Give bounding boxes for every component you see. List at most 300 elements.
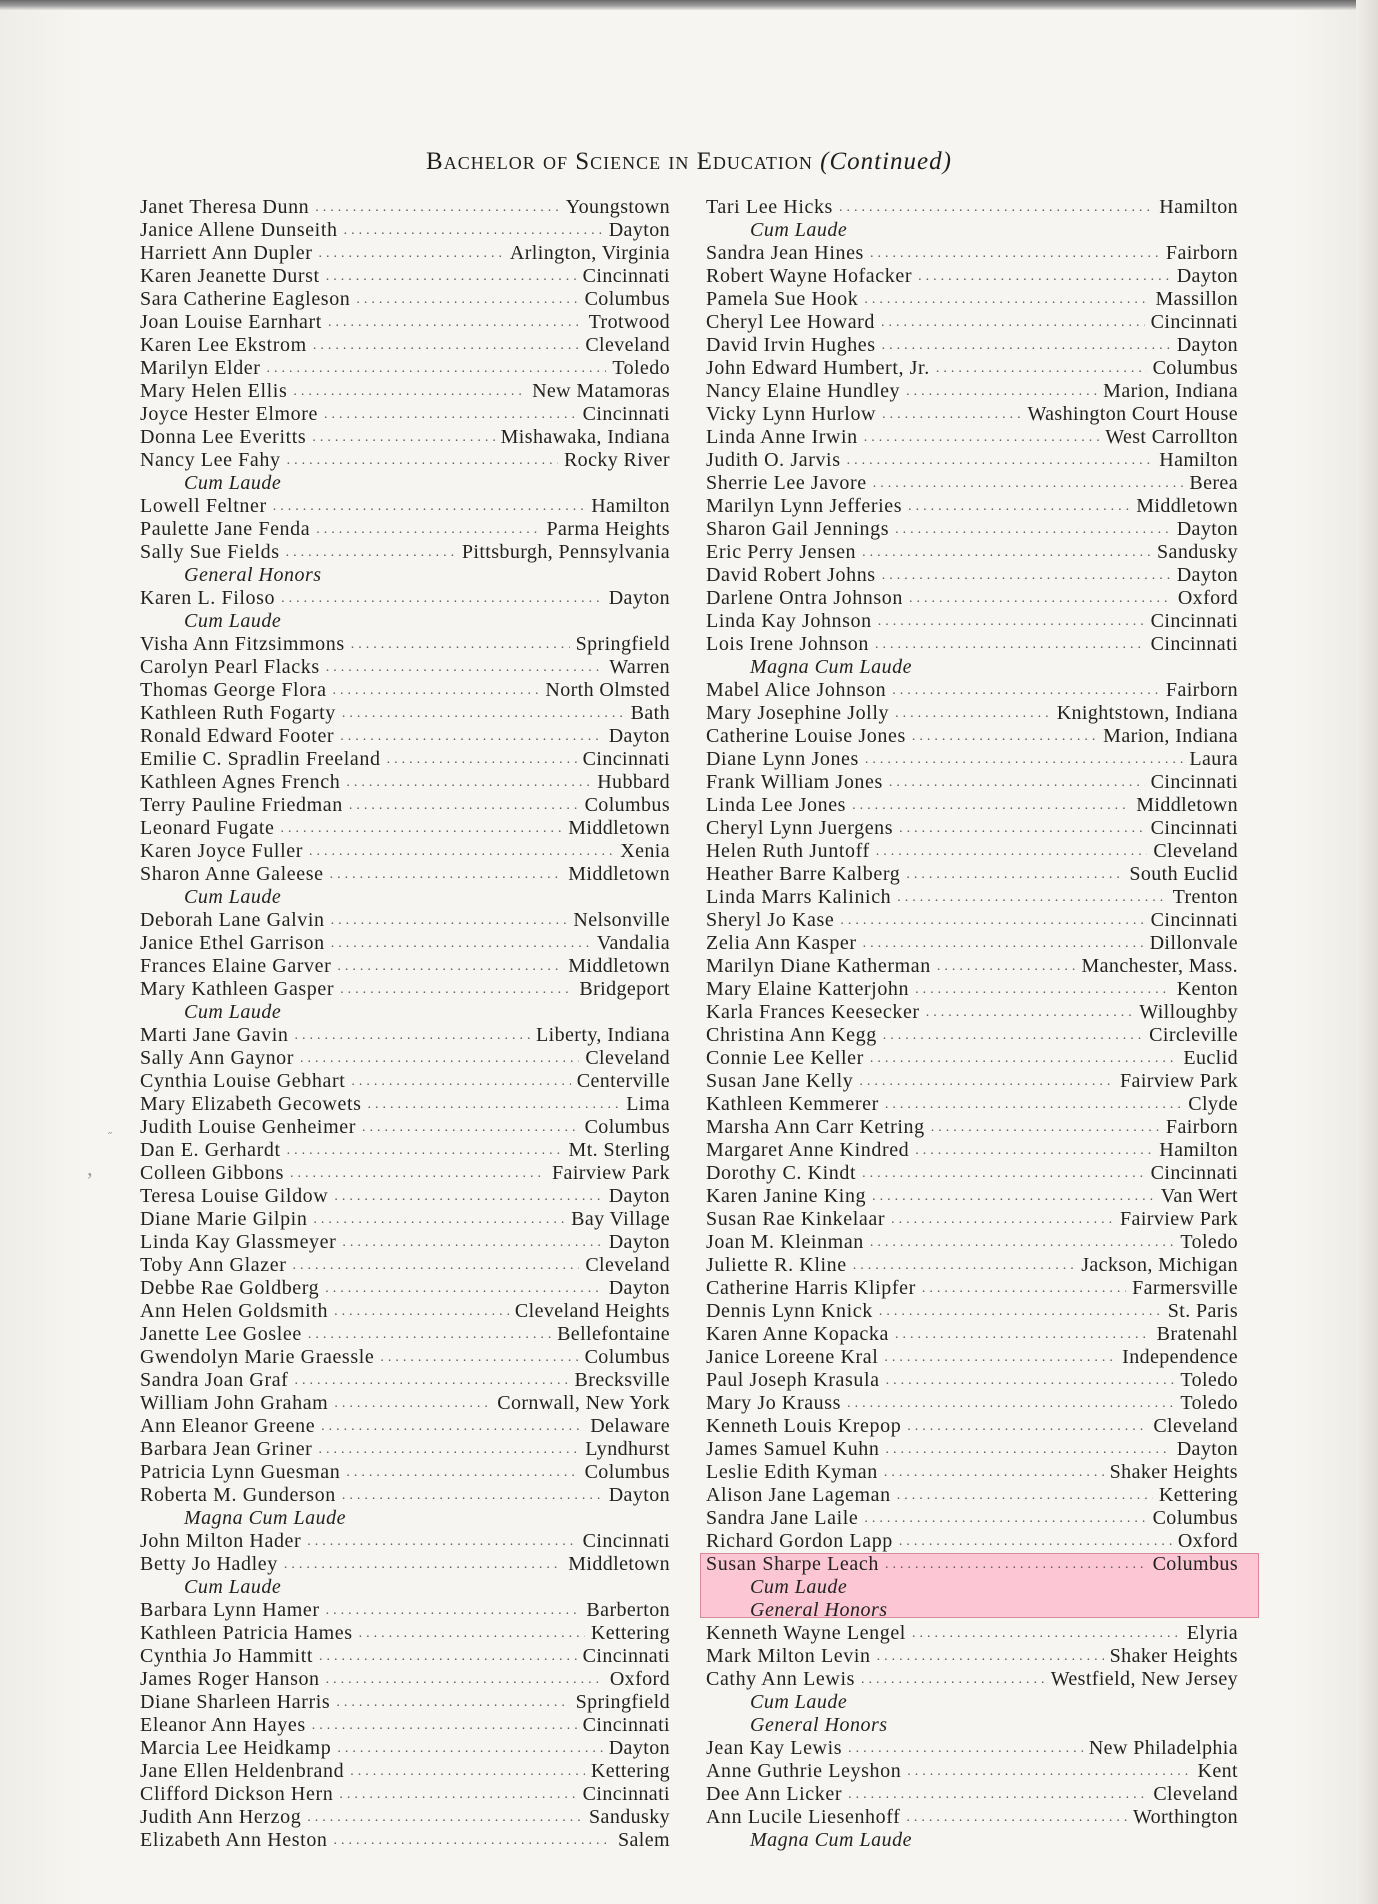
dot-leader [847, 1392, 1174, 1415]
dot-leader [912, 725, 1097, 748]
graduate-name: Marti Jane Gavin [140, 1024, 289, 1046]
graduate-hometown: Fairborn [1165, 242, 1238, 264]
graduate-hometown: Hubbard [597, 771, 670, 793]
dot-leader [899, 817, 1145, 840]
graduate-hometown: Sandusky [1157, 541, 1238, 563]
graduate-name: Christina Ann Kegg [706, 1024, 877, 1046]
graduate-hometown: Columbus [1152, 1553, 1238, 1575]
graduate-hometown: Bath [630, 702, 670, 724]
graduate-hometown: Springfield [575, 1691, 670, 1713]
graduate-name: Marsha Ann Carr Ketring [706, 1116, 925, 1138]
graduate-name: Karen L. Filoso [140, 587, 276, 609]
graduate-name: Mary Kathleen Gasper [140, 978, 335, 1000]
graduate-entry [140, 840, 670, 863]
honor-label: Magna Cum Laude [750, 656, 912, 678]
graduate-name: Marilyn Lynn Jefferies [706, 495, 903, 517]
graduate-entry [140, 219, 670, 242]
graduate-hometown: St. Paris [1167, 1300, 1238, 1322]
dot-leader [326, 1668, 604, 1691]
graduate-hometown: Barberton [586, 1599, 670, 1621]
graduate-entry [706, 1507, 1238, 1530]
graduate-hometown: Delaware [590, 1415, 670, 1437]
graduate-hometown: Cincinnati [582, 1783, 670, 1805]
dot-leader [907, 1760, 1191, 1783]
graduate-hometown: Dayton [608, 1277, 670, 1299]
graduate-name: Janette Lee Goslee [140, 1323, 302, 1345]
graduate-entry [706, 633, 1238, 656]
margin-mark: ˶ [108, 1124, 112, 1138]
graduate-hometown: Jackson, Michigan [1081, 1254, 1238, 1276]
graduate-name: Visha Ann Fitzsimmons [140, 633, 345, 655]
graduate-hometown: Warren [609, 656, 670, 678]
graduate-hometown: Cincinnati [1150, 311, 1238, 333]
graduate-entry [140, 1231, 670, 1254]
graduate-entry [140, 679, 670, 702]
dot-leader [346, 1461, 578, 1484]
dot-leader [331, 932, 591, 955]
graduate-name: Margaret Anne Kindred [706, 1139, 910, 1161]
graduate-name: Sheryl Jo Kase [706, 909, 835, 931]
graduate-name: Roberta M. Gunderson [140, 1484, 336, 1506]
graduate-entry [140, 932, 670, 955]
graduate-hometown: Middletown [568, 863, 670, 885]
graduate-name: Joan Louise Earnhart [140, 311, 322, 333]
graduate-name: Pamela Sue Hook [706, 288, 859, 310]
dot-leader [313, 334, 580, 357]
graduate-name: Patricia Lynn Guesman [140, 1461, 341, 1483]
graduate-hometown: Cincinnati [1150, 771, 1238, 793]
graduate-hometown: South Euclid [1129, 863, 1238, 885]
graduate-hometown: Columbus [584, 288, 670, 310]
graduate-hometown: Hamilton [1159, 1139, 1238, 1161]
graduate-name: Lowell Feltner [140, 495, 267, 517]
graduate-entry [140, 1415, 670, 1438]
graduate-name: Jane Ellen Heldenbrand [140, 1760, 345, 1782]
dot-leader [937, 955, 1076, 978]
dot-leader [300, 1047, 579, 1070]
graduate-entry [140, 380, 670, 403]
graduate-name: David Robert Johns [706, 564, 876, 586]
graduate-hometown: Cleveland [1153, 840, 1238, 862]
graduate-hometown: Columbus [1152, 1507, 1238, 1529]
honor-label: Cum Laude [184, 472, 282, 494]
graduate-name: Judith Ann Herzog [140, 1806, 302, 1828]
graduate-hometown: Brecksville [574, 1369, 670, 1391]
graduate-name: Marcia Lee Heidkamp [140, 1737, 332, 1759]
dot-leader [346, 771, 591, 794]
graduate-hometown: Liberty, Indiana [536, 1024, 670, 1046]
dot-leader [351, 633, 570, 656]
graduate-entry [140, 1070, 670, 1093]
page-top-edge [0, 0, 1378, 10]
graduate-hometown: Cincinnati [1150, 633, 1238, 655]
dot-leader [307, 1530, 576, 1553]
graduate-hometown: Independence [1122, 1346, 1238, 1368]
graduate-entry [140, 1438, 670, 1461]
honor-label: Cum Laude [184, 1576, 282, 1598]
graduate-entry [140, 1024, 670, 1047]
graduate-name: Dennis Lynn Knick [706, 1300, 873, 1322]
graduate-hometown: Pittsburgh, Pennsylvania [461, 541, 670, 563]
dot-leader [875, 633, 1145, 656]
graduate-entry [706, 518, 1238, 541]
graduate-entry [140, 265, 670, 288]
graduate-name: Mary Jo Krauss [706, 1392, 842, 1414]
graduate-entry [706, 1231, 1238, 1254]
graduate-hometown: Cincinnati [1150, 817, 1238, 839]
graduate-hometown: Worthington [1132, 1806, 1238, 1828]
graduate-entry [140, 1162, 670, 1185]
graduate-entry [706, 1438, 1238, 1461]
graduate-hometown: Dayton [1176, 265, 1238, 287]
graduate-entry [140, 1254, 670, 1277]
graduate-entry [706, 1553, 1238, 1576]
dot-leader [915, 978, 1171, 1001]
graduate-name: Ann Helen Goldsmith [140, 1300, 329, 1322]
dot-leader [340, 978, 573, 1001]
graduate-entry [706, 840, 1238, 863]
graduate-entry [140, 748, 670, 771]
graduate-hometown: Mishawaka, Indiana [500, 426, 670, 448]
dot-leader [267, 357, 607, 380]
graduate-name: Karla Frances Keesecker [706, 1001, 920, 1023]
graduate-entry [140, 1139, 670, 1162]
graduate-name: Cynthia Louise Gebhart [140, 1070, 346, 1092]
graduate-name: Sara Catherine Eagleson [140, 288, 351, 310]
graduate-entry [706, 978, 1238, 1001]
graduate-entry [706, 403, 1238, 426]
graduate-entry [706, 955, 1238, 978]
graduate-entry [140, 449, 670, 472]
dot-leader [885, 1093, 1182, 1116]
graduate-hometown: Massillon [1155, 288, 1238, 310]
dot-leader [368, 1093, 621, 1116]
graduate-hometown: Toledo [612, 357, 670, 379]
graduate-entry [140, 1300, 670, 1323]
graduate-name: Kathleen Ruth Fogarty [140, 702, 336, 724]
graduate-entry [140, 1530, 670, 1553]
graduate-hometown: Kettering [1158, 1484, 1238, 1506]
dot-leader [906, 863, 1123, 886]
graduate-hometown: Cincinnati [1150, 1162, 1238, 1184]
graduate-hometown: Hamilton [1159, 449, 1238, 471]
graduate-name: Teresa Louise Gildow [140, 1185, 329, 1207]
graduate-entry [140, 863, 670, 886]
graduate-hometown: Cleveland [1153, 1415, 1238, 1437]
graduate-hometown: Xenia [620, 840, 670, 862]
graduate-entry [140, 426, 670, 449]
graduate-hometown: Dayton [608, 1737, 670, 1759]
graduate-hometown: Bridgeport [579, 978, 670, 1000]
graduate-name: Diane Sharleen Harris [140, 1691, 331, 1713]
graduate-entry [706, 748, 1238, 771]
graduate-name: James Roger Hanson [140, 1668, 320, 1690]
graduate-hometown: Rocky River [563, 449, 670, 471]
graduate-hometown: Springfield [575, 633, 670, 655]
graduate-entry [140, 1737, 670, 1760]
graduate-hometown: Dayton [608, 1185, 670, 1207]
graduate-name: Ann Eleanor Greene [140, 1415, 316, 1437]
graduate-name: Juliette R. Kline [706, 1254, 847, 1276]
graduate-name: Sandra Jane Laile [706, 1507, 859, 1529]
graduate-entry [140, 1323, 670, 1346]
graduate-entry [140, 817, 670, 840]
graduate-entry [706, 1185, 1238, 1208]
graduate-entry [140, 978, 670, 1001]
graduate-name: Sally Sue Fields [140, 541, 280, 563]
dot-leader [907, 1415, 1147, 1438]
graduate-entry [140, 1645, 670, 1668]
graduate-entry [706, 242, 1238, 265]
graduate-hometown: Dayton [1176, 518, 1238, 540]
graduate-hometown: Dillonvale [1149, 932, 1238, 954]
graduate-hometown: Shaker Heights [1109, 1461, 1238, 1483]
graduate-entry [140, 196, 670, 219]
graduate-hometown: Youngstown [565, 196, 670, 218]
graduate-hometown: Toledo [1180, 1369, 1238, 1391]
graduate-name: Mary Josephine Jolly [706, 702, 890, 724]
graduate-entry [140, 1093, 670, 1116]
graduate-hometown: Lyndhurst [585, 1438, 670, 1460]
graduate-hometown: Knightstown, Indiana [1056, 702, 1238, 724]
dot-leader [870, 1047, 1177, 1070]
dot-leader [915, 1139, 1153, 1162]
dot-leader [287, 449, 558, 472]
dot-leader [324, 403, 577, 426]
dot-leader [892, 679, 1160, 702]
dot-leader [319, 1645, 577, 1668]
dot-leader [908, 495, 1130, 518]
margin-mark: ʼ [86, 1168, 94, 1193]
graduate-name: Ronald Edward Footer [140, 725, 335, 747]
graduate-name: Kathleen Kemmerer [706, 1093, 879, 1115]
graduate-name: Mary Elaine Katterjohn [706, 978, 910, 1000]
graduate-entry [706, 679, 1238, 702]
graduate-hometown: Columbus [1152, 357, 1238, 379]
graduate-hometown: Kent [1197, 1760, 1238, 1782]
graduate-hometown: Nelsonville [573, 909, 670, 931]
graduate-hometown: Oxford [1177, 587, 1238, 609]
graduate-hometown: Trenton [1172, 886, 1238, 908]
page-right-edge [1356, 0, 1378, 1904]
graduate-name: Judith Louise Genheimer [140, 1116, 356, 1138]
graduate-hometown: Middletown [568, 1553, 670, 1575]
dot-leader [882, 564, 1171, 587]
dot-leader [281, 587, 603, 610]
dot-leader [312, 1714, 577, 1737]
graduate-entry [706, 1461, 1238, 1484]
dot-leader [848, 1783, 1147, 1806]
dot-leader [339, 1783, 576, 1806]
graduate-name: Cheryl Lee Howard [706, 311, 876, 333]
dot-leader [899, 1530, 1172, 1553]
heading-continued: (Continued) [820, 148, 952, 175]
dot-leader [325, 1277, 602, 1300]
dot-leader [848, 1737, 1083, 1760]
dot-leader [308, 1323, 551, 1346]
graduate-hometown: Hamilton [1159, 196, 1238, 218]
graduate-name: Susan Rae Kinkelaar [706, 1208, 886, 1230]
graduate-entry [706, 1001, 1238, 1024]
dot-leader [897, 886, 1166, 909]
graduate-entry [140, 587, 670, 610]
graduate-hometown: Middletown [1136, 495, 1238, 517]
graduate-name: Barbara Lynn Hamer [140, 1599, 320, 1621]
graduate-name: Heather Barre Kalberg [706, 863, 901, 885]
graduate-hometown: North Olmsted [545, 679, 670, 701]
graduate-entry [706, 1116, 1238, 1139]
dot-leader [340, 725, 603, 748]
graduate-name: Harriett Ann Dupler [140, 242, 313, 264]
graduate-name: Linda Kay Johnson [706, 610, 872, 632]
dot-leader [883, 1024, 1143, 1047]
graduate-name: Susan Jane Kelly [706, 1070, 854, 1092]
graduate-hometown: Cincinnati [582, 265, 670, 287]
graduate-entry [706, 1392, 1238, 1415]
dot-leader [321, 1415, 584, 1438]
dot-leader [326, 265, 577, 288]
graduate-entry [706, 863, 1238, 886]
dot-leader [926, 1001, 1134, 1024]
graduate-name: Karen Lee Ekstrom [140, 334, 307, 356]
graduate-name: Nancy Elaine Hundley [706, 380, 901, 402]
graduate-hometown: Trotwood [588, 311, 670, 333]
graduate-name: Elizabeth Ann Heston [140, 1829, 328, 1851]
graduate-name: Alison Jane Lageman [706, 1484, 891, 1506]
dot-leader [931, 1116, 1160, 1139]
graduate-entry [140, 242, 670, 265]
graduate-name: Cynthia Jo Hammitt [140, 1645, 314, 1667]
graduate-hometown: Oxford [1177, 1530, 1238, 1552]
graduate-entry [140, 725, 670, 748]
graduate-hometown: Parma Heights [546, 518, 670, 540]
graduate-hometown: Circleville [1149, 1024, 1238, 1046]
graduate-entry [706, 265, 1238, 288]
graduate-hometown: Toledo [1180, 1392, 1238, 1414]
dot-leader [294, 1024, 530, 1047]
graduate-name: Mabel Alice Johnson [706, 679, 887, 701]
dot-leader [312, 426, 494, 449]
graduate-hometown: Cincinnati [1150, 909, 1238, 931]
graduate-entry [140, 1760, 670, 1783]
graduate-name: Betty Jo Hadley [140, 1553, 278, 1575]
graduate-entry [706, 771, 1238, 794]
graduate-name: Terry Pauline Friedman [140, 794, 343, 816]
dot-leader [884, 1346, 1116, 1369]
graduate-entry [140, 1484, 670, 1507]
dot-leader [895, 518, 1171, 541]
dot-leader [359, 1622, 585, 1645]
graduate-name: Carolyn Pearl Flacks [140, 656, 320, 678]
graduate-hometown: Shaker Heights [1109, 1645, 1238, 1667]
dot-leader [337, 1737, 602, 1760]
dot-leader [861, 1668, 1045, 1691]
graduate-hometown: Lima [626, 1093, 670, 1115]
dot-leader [349, 794, 579, 817]
graduate-name: Anne Guthrie Leyshon [706, 1760, 902, 1782]
graduate-hometown: Mt. Sterling [568, 1139, 670, 1161]
graduate-hometown: Euclid [1183, 1047, 1238, 1069]
graduate-entry [706, 909, 1238, 932]
dot-leader [315, 196, 559, 219]
graduate-name: Lois Irene Johnson [706, 633, 869, 655]
graduate-entry [706, 610, 1238, 633]
dot-leader [909, 587, 1172, 610]
graduate-hometown: Marion, Indiana [1103, 380, 1238, 402]
graduate-name: Karen Anne Kopacka [706, 1323, 889, 1345]
graduate-hometown: Van Wert [1160, 1185, 1238, 1207]
graduate-hometown: Laura [1189, 748, 1238, 770]
dot-leader [882, 403, 1021, 426]
graduate-entry [706, 541, 1238, 564]
graduate-name: Richard Gordon Lapp [706, 1530, 893, 1552]
graduate-name: Cathy Ann Lewis [706, 1668, 855, 1690]
dot-leader [344, 219, 603, 242]
dot-leader [380, 1346, 578, 1369]
graduate-entry [140, 1185, 670, 1208]
graduate-entry [706, 380, 1238, 403]
graduate-entry [140, 1461, 670, 1484]
dot-leader [918, 265, 1171, 288]
dot-leader [333, 679, 540, 702]
graduate-hometown: Salem [618, 1829, 670, 1851]
graduate-name: Linda Lee Jones [706, 794, 847, 816]
graduate-entry [140, 1392, 670, 1415]
graduate-name: Catherine Harris Klipfer [706, 1277, 916, 1299]
graduate-entry [706, 1139, 1238, 1162]
dot-leader [287, 1139, 563, 1162]
graduate-name: Debbe Rae Goldberg [140, 1277, 320, 1299]
graduate-entry [140, 1599, 670, 1622]
graduate-name: Kathleen Patricia Hames [140, 1622, 353, 1644]
dot-leader [853, 1254, 1075, 1277]
graduate-name: Sandra Joan Graf [140, 1369, 289, 1391]
graduate-entry [706, 495, 1238, 518]
graduate-entry [706, 1484, 1238, 1507]
graduate-name: John Edward Humbert, Jr. [706, 357, 930, 379]
graduate-hometown: Farmersville [1132, 1277, 1238, 1299]
dot-leader [387, 748, 577, 771]
graduate-entry [140, 1622, 670, 1645]
graduate-entry [706, 1346, 1238, 1369]
dot-leader [864, 1507, 1146, 1530]
graduate-name: Janet Theresa Dunn [140, 196, 310, 218]
graduate-name: Sandra Jean Hines [706, 242, 864, 264]
graduate-hometown: Cornwall, New York [497, 1392, 670, 1414]
dot-leader [882, 334, 1171, 357]
dot-leader [336, 1691, 569, 1714]
dot-leader [840, 909, 1144, 932]
graduate-name: Dan E. Gerhardt [140, 1139, 281, 1161]
dot-leader [307, 1806, 583, 1829]
graduate-entry [140, 1277, 670, 1300]
graduate-entry [706, 794, 1238, 817]
honor-label: General Honors [184, 564, 322, 586]
dot-leader [847, 449, 1154, 472]
graduate-hometown: New Philadelphia [1088, 1737, 1238, 1759]
dot-leader [862, 1162, 1145, 1185]
graduate-name: Tari Lee Hicks [706, 196, 833, 218]
dot-leader [309, 840, 614, 863]
dot-leader [865, 748, 1183, 771]
graduate-name: John Milton Hader [140, 1530, 302, 1552]
graduate-entry [706, 817, 1238, 840]
graduate-entry [706, 1760, 1238, 1783]
graduate-name: Donna Lee Everitts [140, 426, 307, 448]
dot-leader [870, 1231, 1174, 1254]
graduate-entry [140, 1346, 670, 1369]
graduate-entry [140, 633, 670, 656]
